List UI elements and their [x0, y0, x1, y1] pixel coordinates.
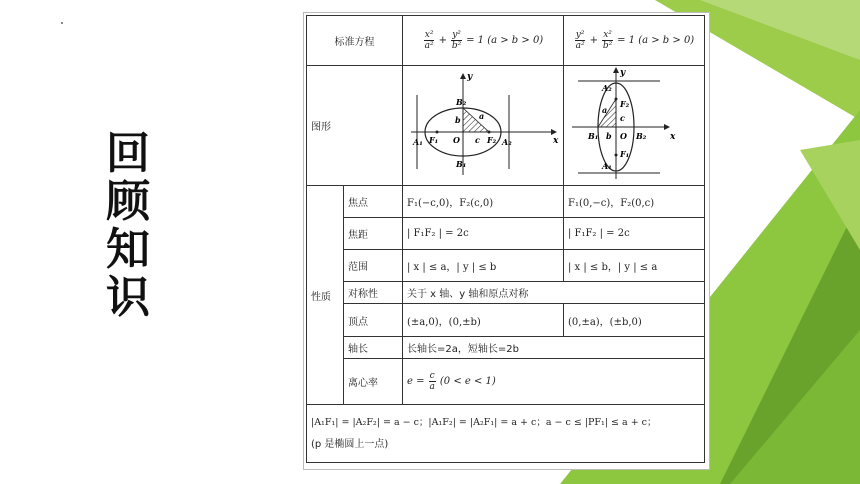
figure-label-a2: A₂	[602, 82, 612, 93]
figure-label-f1: F₁	[429, 134, 439, 145]
row-label: 离心率	[344, 359, 403, 405]
row-value-vertical: (0,±a)，(±b,0)	[564, 304, 705, 337]
figure-label-b2: B₂	[636, 130, 647, 141]
row-label: 顶点	[344, 304, 403, 337]
figure-label-origin: O	[620, 130, 627, 141]
table-row	[307, 359, 705, 405]
ellipse-horizontal-figure	[403, 67, 563, 185]
figure-label-a1: A₁	[413, 136, 423, 147]
side-title-char: 识	[106, 272, 150, 323]
figure-label-x: x	[670, 131, 676, 142]
figure-label-b1: B₁	[588, 130, 599, 141]
header-label: 标准方程	[307, 16, 403, 66]
frac-den: b²	[602, 41, 613, 51]
figure-vertical-cell	[564, 66, 705, 186]
row-label: 焦距	[344, 218, 403, 250]
table-row	[307, 218, 705, 250]
property-group-label: 性质	[307, 186, 344, 405]
row-value-span: 长轴长=2a，短轴长=2b	[403, 337, 705, 359]
figure-horizontal-cell	[403, 66, 564, 186]
figure-label-origin: O	[453, 134, 460, 145]
figure-label-y: y	[620, 67, 626, 78]
equation-condition: (a > b > 0)	[487, 35, 544, 46]
figure-label-b2: B₂	[456, 96, 467, 107]
eccentricity-formula	[403, 359, 705, 405]
ecc-pre: e =	[407, 376, 425, 387]
table-row	[307, 66, 705, 186]
frac-den: a²	[424, 41, 434, 51]
equation-rhs: = 1	[466, 35, 485, 46]
equation-rhs: = 1	[617, 35, 636, 46]
side-title-char: 回	[106, 128, 150, 179]
frac-den: a	[429, 382, 435, 392]
row-value-horizontal: (±a,0)，(0,±b)	[403, 304, 564, 337]
side-title	[100, 130, 156, 322]
table-row	[307, 337, 705, 359]
frac-num: c	[429, 371, 435, 381]
frac-num: y²	[452, 30, 461, 40]
ellipse-properties-table	[306, 15, 705, 463]
corner-dot	[61, 22, 63, 24]
table-row	[307, 405, 705, 463]
note-line-1: |A₁F₁| = |A₂F₂| = a − c；|A₁F₂| = |A₂F₁| = a + c；a − c ≤ |PF₁| ≤ a + c；	[311, 416, 657, 428]
table-row	[307, 16, 705, 66]
figure-label-a: a	[602, 104, 608, 115]
figure-label-c: c	[475, 134, 480, 145]
figure-label-b: b	[455, 114, 461, 125]
figure-label-c: c	[620, 112, 625, 123]
equation-condition: (a > b > 0)	[638, 35, 695, 46]
row-label: 焦点	[344, 186, 403, 218]
table-row	[307, 186, 705, 218]
row-label: 轴长	[344, 337, 403, 359]
row-label: 对称性	[344, 282, 403, 304]
table-row	[307, 250, 705, 282]
frac-num: y²	[575, 30, 585, 40]
row-label: 范围	[344, 250, 403, 282]
ellipse-vertical-figure	[564, 67, 704, 185]
equation-vertical: $\frac{\text{y²}}{\text{a²}}$ + $\frac{\text{x²}}{\text{b²}}$ = 1 (a > b > 0)	[564, 16, 705, 66]
note-cell	[307, 405, 705, 463]
equation-horizontal: $\frac{\text{x²}}{\text{a²}}$ + $\frac{\text{y²}}{\text{b²}}$ = 1 (a > b > 0)	[403, 16, 564, 66]
figure-label-b: b	[606, 130, 612, 141]
figure-label-x: x	[553, 135, 559, 146]
row-value-vertical: | F₁F₂ | = 2c	[564, 218, 705, 250]
frac-den: a²	[575, 41, 585, 51]
frac-num: x²	[603, 30, 612, 40]
figure-label-a: a	[479, 110, 485, 121]
figure-label-y: y	[467, 71, 473, 82]
table-row	[307, 282, 705, 304]
ecc-post: (0 < e < 1)	[439, 376, 496, 387]
row-value-horizontal: F₁(−c,0)，F₂(c,0)	[403, 186, 564, 218]
note-line-2: (p 是椭圆上一点)	[311, 438, 389, 450]
figure-label-b1: B₁	[456, 158, 467, 169]
side-title-char: 顾	[106, 176, 150, 227]
figure-label-a1: A₁	[602, 160, 612, 171]
row-value-vertical: F₁(0,−c)，F₂(0,c)	[564, 186, 705, 218]
table-row	[307, 304, 705, 337]
figure-label-f1: F₁	[620, 148, 630, 159]
row-value-horizontal: | x | ≤ a，| y | ≤ b	[403, 250, 564, 282]
frac-num: x²	[424, 30, 434, 40]
figure-label-a2: A₂	[502, 136, 512, 147]
figure-label: 图形	[307, 66, 403, 186]
figure-label-f2: F₂	[620, 98, 630, 109]
frac-den: b²	[451, 41, 462, 51]
figure-label-f2: F₂	[487, 134, 497, 145]
row-value-vertical: | x | ≤ b，| y | ≤ a	[564, 250, 705, 282]
side-title-char: 知	[106, 224, 150, 275]
row-value-span: 关于 x 轴、y 轴和原点对称	[403, 282, 705, 304]
row-value-horizontal: | F₁F₂ | = 2c	[403, 218, 564, 250]
